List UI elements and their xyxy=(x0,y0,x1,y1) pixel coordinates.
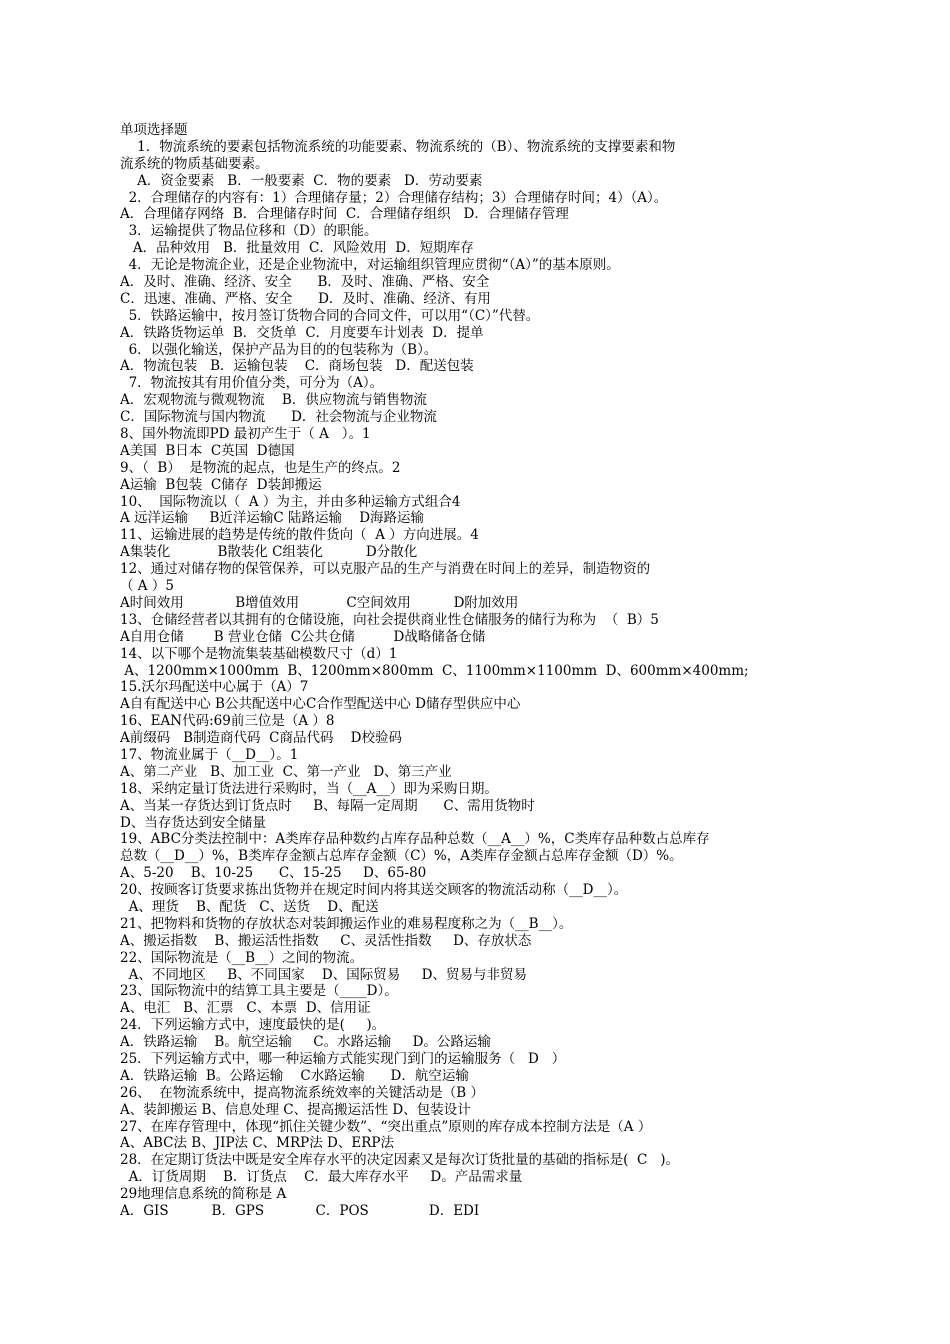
text-line: 3．运输提供了物品位移和（D）的职能。 xyxy=(120,223,378,240)
text-line: A．合理储存网络 B．合理储存时间 C．合理储存组织 D．合理储存管理 xyxy=(120,206,569,223)
text-line: A 远洋运输 B近洋运输C 陆路运输 D海路运输 xyxy=(120,510,425,527)
text-line: 9、（ B） 是物流的起点，也是生产的终点。2 xyxy=(120,459,401,476)
text-line: A美国 B日本 C英国 D德国 xyxy=(120,442,295,459)
text-line: 23、国际物流中的结算工具主要是（____D）。 xyxy=(120,983,398,1000)
text-line: A．品种效用 B．批量效用 C．风险效用 D．短期库存 xyxy=(120,240,474,257)
text-line: 24．下列运输方式中，速度最快的是( )。 xyxy=(120,1017,386,1034)
text-line: 1．物流系统的要素包括物流系统的功能要素、物流系统的（B）、物流系统的支撑要素和物 xyxy=(120,138,676,155)
text-line: A．订货周期 B．订货点 C．最大库存水平 D。产品需求量 xyxy=(120,1169,523,1186)
text-line: C．迅速、准确、严格、安全 D．及时、准确、经济、有用 xyxy=(120,290,491,307)
text-line: 总数（__D__）%，B类库存金额占总库存金额（C）%，A类库存金额占总库存金额（D）%。 xyxy=(120,848,683,865)
text-line: 16、EAN代码:69前三位是（A ）8 xyxy=(120,713,335,730)
text-line: 27、在库存管理中，体现“抓住关键少数”、“突出重点”原则的库存成本控制方法是（A ） xyxy=(120,1118,652,1135)
text-line: A、理货 B、配货 C、送货 D、配送 xyxy=(120,898,379,915)
text-line: 28．在定期订货法中既是安全库存水平的决定因素又是每次订货批量的基础的指标是( C )。 xyxy=(120,1152,679,1169)
text-line: A、电汇 B、汇票 C、本票 D、信用证 xyxy=(120,1000,371,1017)
text-line: 18、采纳定量订货法进行采购时，当（__A__）即为采购日期。 xyxy=(120,780,498,797)
text-line: A．宏观物流与微观物流 B．供应物流与销售物流 xyxy=(120,392,427,409)
text-line: D、当存货达到安全储量 xyxy=(120,814,266,831)
text-line: A时间效用 B增值效用 C空间效用 D附加效用 xyxy=(120,594,519,611)
text-line: A、5-20 B、10-25 C、15-25 D、65-80 xyxy=(120,865,427,882)
text-line: 22、国际物流是（__B__）之间的物流。 xyxy=(120,949,364,966)
text-line: A集装化 B散装化 C组装化 D分散化 xyxy=(120,544,418,561)
text-line: 流系统的物质基础要素。 xyxy=(120,155,269,172)
text-line: 14、以下哪个是物流集装基础模数尺寸（d）1 xyxy=(120,645,398,662)
text-line: A自用仓储 B 营业仓储 C公共仓储 D战略储备仓储 xyxy=(120,628,486,645)
text-line: 11、运输进展的趋势是传统的散件货向（ A ）方向进展。4 xyxy=(120,527,479,544)
text-line: A．物流包装 B．运输包装 C．商场包装 D．配送包装 xyxy=(120,358,474,375)
text-line: A．资金要素 B．一般要素 C．物的要素 D．劳动要素 xyxy=(120,172,483,189)
text-line: A．及时、准确、经济、安全 B．及时、准确、严格、安全 xyxy=(120,274,490,291)
text-line: A、搬运指数 B、搬运活性指数 C、灵活性指数 D、存放状态 xyxy=(120,932,532,949)
text-line: 12、通过对储存物的保管保养，可以克服产品的生产与消费在时间上的差异，制造物资的 xyxy=(120,561,651,578)
text-line: A、ABC法 B、JIP法 C、MRP法 D、ERP法 xyxy=(120,1135,394,1152)
text-line: 2．合理储存的内容有：1）合理储存量；2）合理储存结构；3）合理储存时间；4）（A）。 xyxy=(120,189,668,206)
text-line: A、1200mm×1000mm B、1200mm×800mm C、1100mm×1100mm D、600mm×400mm; xyxy=(120,662,749,679)
text-line: 4．无论是物流企业，还是企业物流中，对运输组织管理应贯彻“（A）”的基本原则。 xyxy=(120,257,620,274)
document-page xyxy=(120,122,832,1220)
text-line: A自有配送中心 B公共配送中心C合作型配送中心 D储存型供应中心 xyxy=(120,696,521,713)
text-line: （ A ）5 xyxy=(120,578,174,595)
text-line: 10、 国际物流以（ A ）为主，并由多种运输方式组合4 xyxy=(120,493,461,510)
text-line: A．铁路货物运单 B．交货单 C．月度要车计划表 D．提单 xyxy=(120,324,484,341)
text-line: 29地理信息系统的简称是 A xyxy=(120,1186,287,1203)
text-line: A、不同地区 B、不同国家 D、国际贸易 D、贸易与非贸易 xyxy=(120,966,527,983)
text-line: A、当某一存货达到订货点时 B、每隔一定周期 C、需用货物时 xyxy=(120,797,535,814)
text-line: A．GIS B．GPS C．POS D．EDI xyxy=(120,1203,480,1219)
text-line: 25．下列运输方式中，哪一种运输方式能实现门到门的运输服务（ D ） xyxy=(120,1050,566,1067)
section-heading: 单项选择题 xyxy=(120,122,188,138)
text-line: 8、国外物流即PD 最初产生于（ A ）。1 xyxy=(120,426,371,443)
text-line: 13、仓储经营者以其拥有的仓储设施，向社会提供商业性仓储服务的储行为称为 （ B）5 xyxy=(120,611,659,628)
text-line: 26、 在物流系统中，提高物流系统效率的关键活动是（B ） xyxy=(120,1084,484,1101)
text-line: 6．以强化输送，保护产品为目的的包装称为（B）。 xyxy=(120,341,438,358)
text-line: 21、把物料和货物的存放状态对装卸搬运作业的难易程度称之为（__B__）。 xyxy=(120,915,573,932)
text-line: A运输 B包装 C储存 D装卸搬运 xyxy=(120,476,322,493)
text-line: 20、按顾客订货要求拣出货物并在规定时间内将其送交顾客的物流活动称（__D__）。 xyxy=(120,882,628,899)
text-line: A．铁路运输 B。航空运输 C。水路运输 D。公路运输 xyxy=(120,1034,491,1051)
text-line: A、第二产业 B、加工业 C、第一产业 D、第三产业 xyxy=(120,763,452,780)
text-line: C．国际物流与国内物流 D．社会物流与企业物流 xyxy=(120,409,437,426)
text-line: A前缀码 B制造商代码 C商品代码 D校验码 xyxy=(120,730,402,747)
text-line: 5．铁路运输中，按月签订货物合同的合同文件，可以用“（C）”代替。 xyxy=(120,307,540,324)
text-line: 17、物流业属于（__D__）。1 xyxy=(120,746,299,763)
text-line: 19、ABC分类法控制中：A类库存品种数约占库存品种总数（__A__）%，C类库存品种数占总库存 xyxy=(120,831,710,848)
text-line: 7．物流按其有用价值分类，可分为（A）。 xyxy=(120,375,384,392)
text-line: 15.沃尔玛配送中心属于（A）7 xyxy=(120,679,309,696)
text-line: A、装卸搬运 B、信息处理 C、提高搬运活性 D、包装设计 xyxy=(120,1101,471,1118)
text-line: A．铁路运输 B。公路运输 C水路运输 D．航空运输 xyxy=(120,1067,469,1084)
